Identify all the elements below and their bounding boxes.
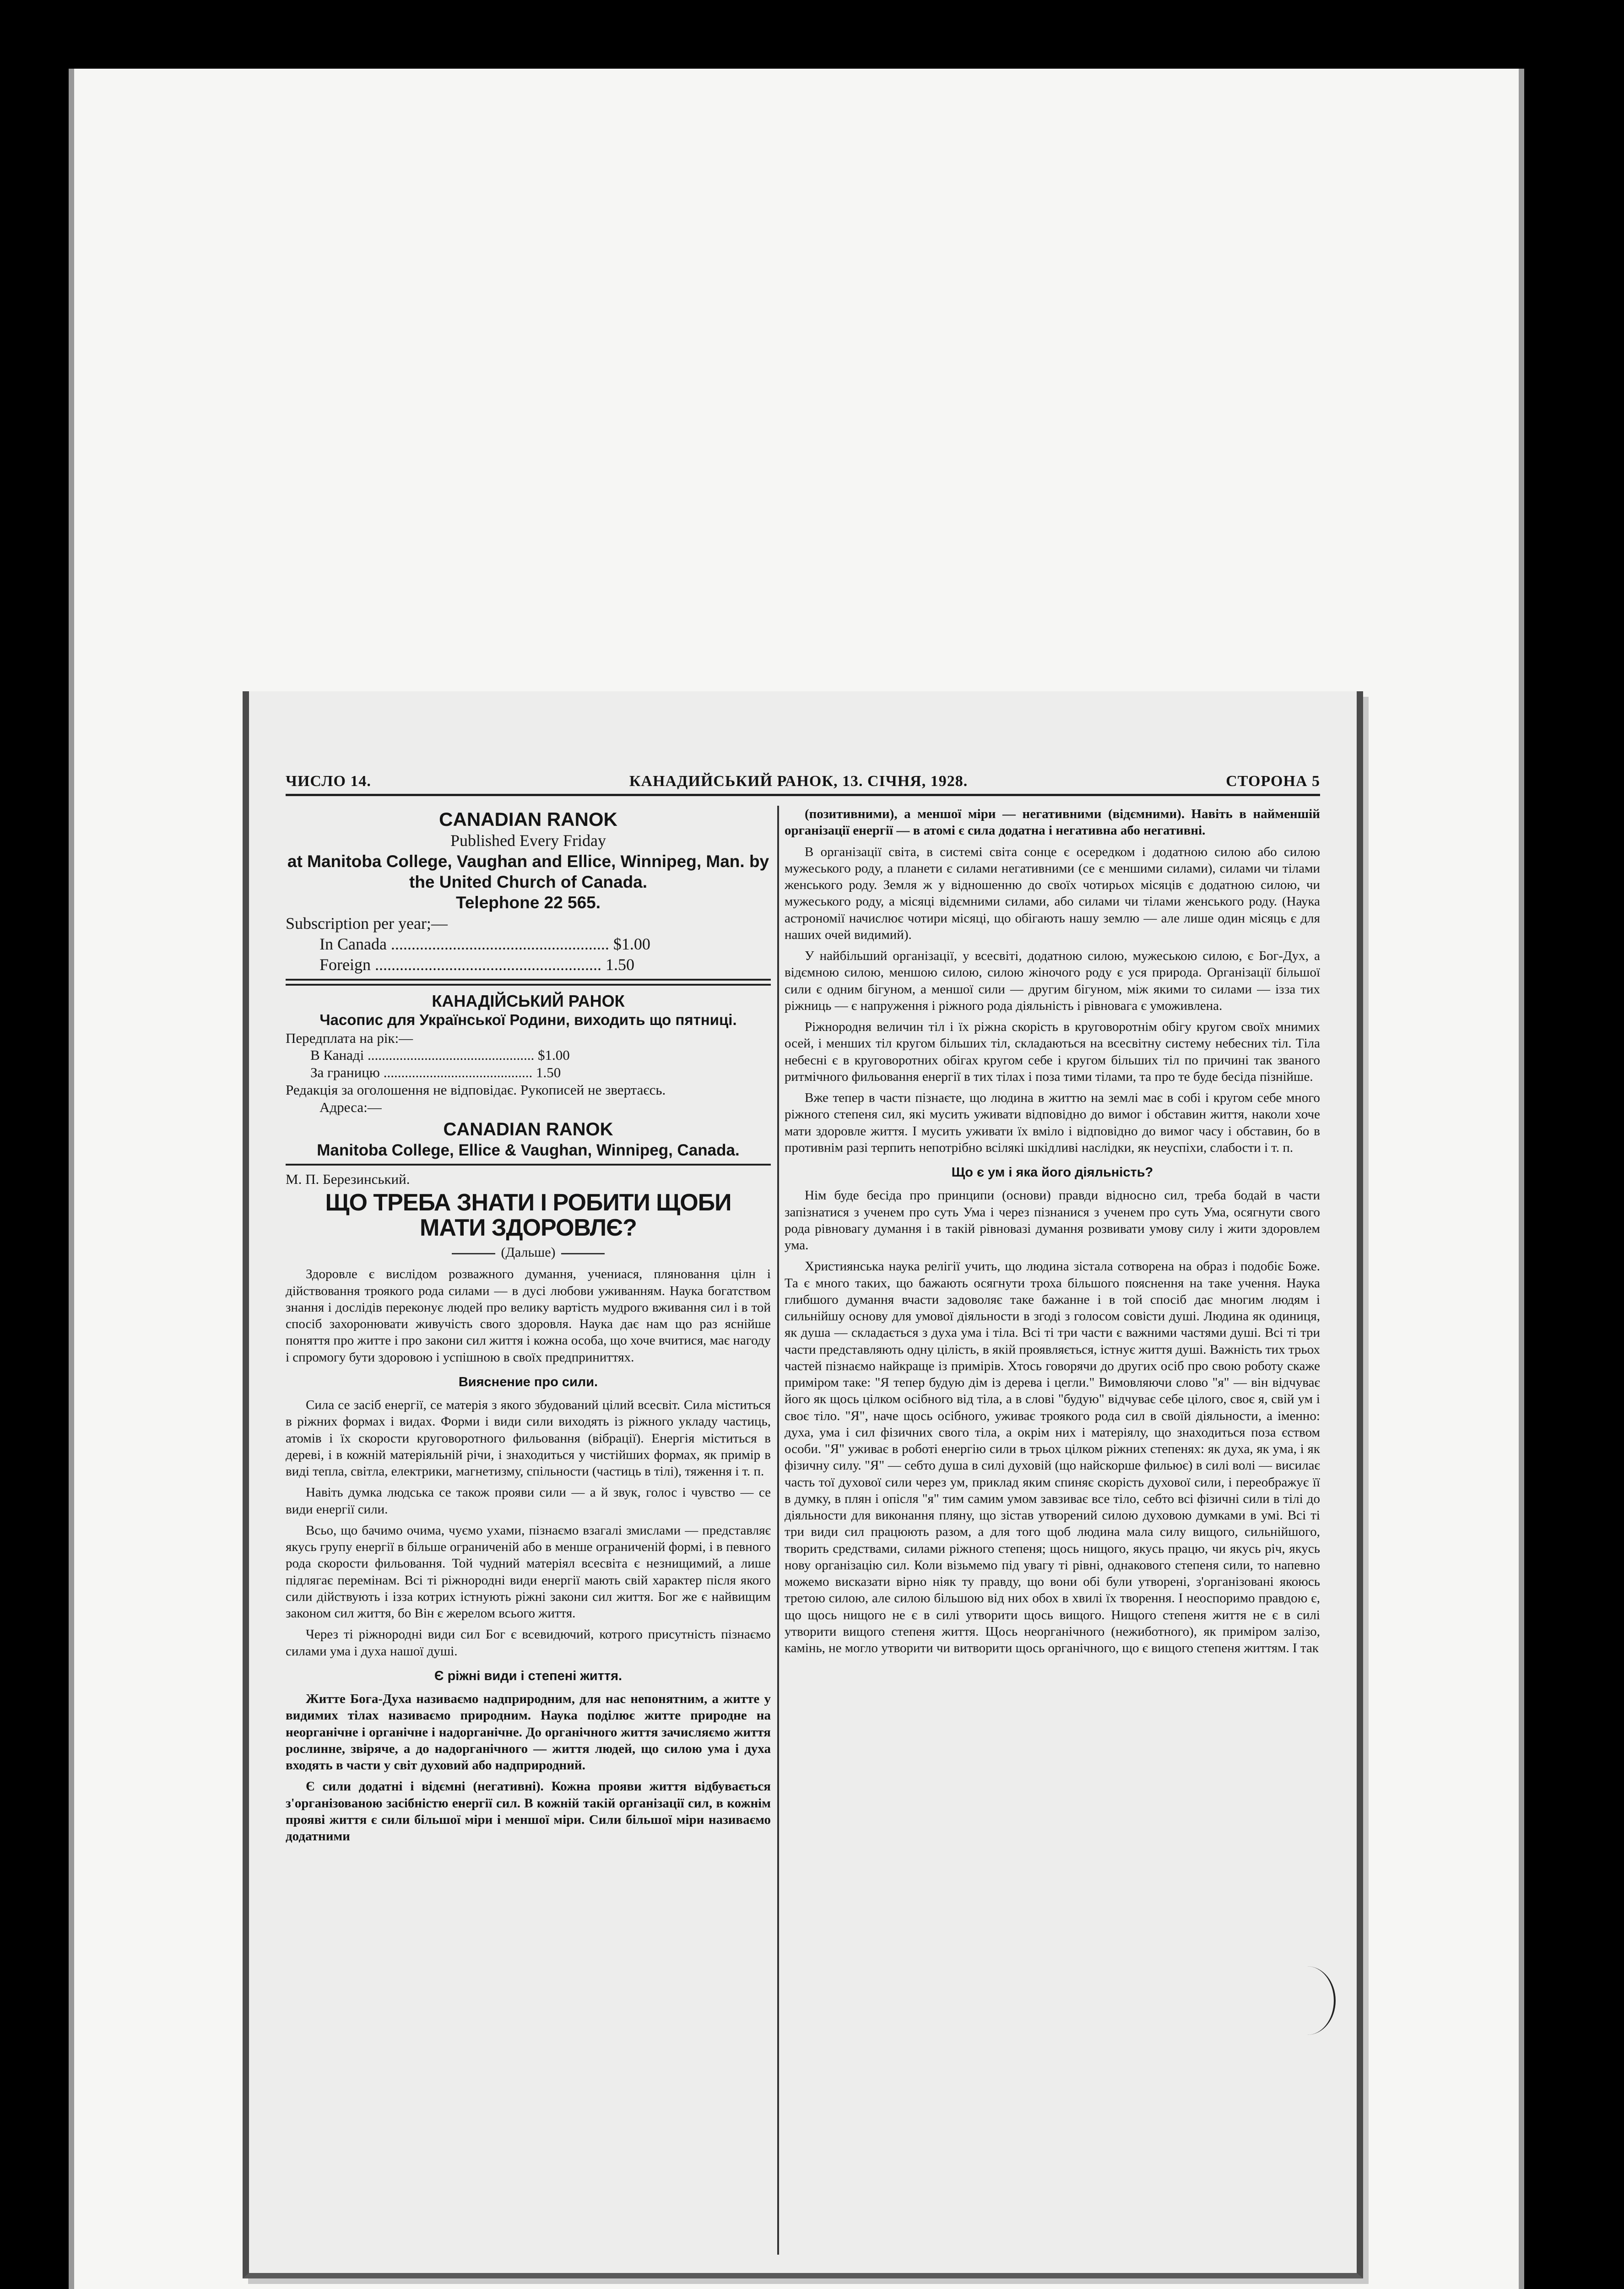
continued-marker: (Дальше) bbox=[286, 1245, 771, 1260]
article-paragraph: Всьо, що бачимо очима, чуємо ухами, пізнаємо взагалі змислами — представляє якусь групу енергії в більше ограниченій або в менше ограниченій формі, і в певного рода скорости фильовання. Той чудний матеріял всесвіта є незнищимий, а лише підлягає перемінам. Всі ті ріжнородні види енергії мають свій характер після якого сили дійствують і ізза котрих істнують ріжні закони сил життя. Бог же є найвищим законом сил життя, бо Він є жерелом всього життя. bbox=[286, 1523, 771, 1621]
telephone: Telephone 22 565. bbox=[456, 893, 601, 912]
issue-number: ЧИСЛО 14. bbox=[286, 773, 371, 790]
article-paragraph: В організації світа, в системі світа сонце є осередком і додатною силою або силою мужеського роду, а планети є силами негативними (се є меншими силами), силами чи тілами женського роду. Земля ж у відношенню до своїх чотирьох місяців є додатною силою, чи мужеського роду, а місяці відємними силами, або силами чи тілами женського роду. (Наука астрономії начислює чотири місяці, що обігають нашу землю — але лише один місяць є для наших очей видимий). bbox=[785, 844, 1320, 942]
masthead-divider bbox=[286, 979, 771, 986]
left-column bbox=[286, 806, 771, 2259]
film-right-shadow bbox=[1519, 69, 1524, 2289]
page-number: СТОРОНА 5 bbox=[1226, 773, 1320, 790]
running-header bbox=[286, 769, 1320, 796]
article-paragraph: Навіть думка людська се також прояви сили — а й звук, голос і чувство — се види енергії сили. bbox=[286, 1485, 771, 1517]
address-label: Адреса:— bbox=[319, 1099, 382, 1115]
english-title: CANADIAN RANOK bbox=[439, 808, 617, 830]
article-author: М. П. Березинський. bbox=[286, 1171, 410, 1188]
subscription-label: Subscription per year;— bbox=[286, 914, 448, 933]
handwritten-bracket-mark bbox=[1279, 1966, 1336, 2035]
editorial-note: Редакція за оголошення не відповідає. Рукописей не звертаєсь. bbox=[286, 1082, 666, 1098]
newspaper-page bbox=[243, 691, 1363, 2278]
section-heading: Є ріжні види і степені життя. bbox=[434, 1668, 623, 1683]
article-right-body bbox=[785, 806, 1320, 1656]
publisher-address: at Manitoba College, Vaughan and Ellice, Winnipeg, Man. by the United Church of Canada. bbox=[287, 852, 769, 892]
article-paragraph: Християнська наука релігії учить, що людина зістала сотворена на образ і подобіє Боже. Та є много таких, що бажають осягнути троха більшого пояснення на таке учення. Наука глибшого думання вчасти задоволяє таке бажанне і в той спосіб дає многим людям і сильнійшу основу для умової діяльности в згоді з голосом совісти душі. Людина як одиниця, як душа — складається з духа ума і тіла. Всі ті три части є важними частями душі. Всі ті три части представляють одну цілість, в якій проявляється, істнує життя душі. Важність тих трьох частей пізнаємо найкраще із примірів. Хтось говорячи до других осіб про свою роботу скаже приміром таке: "Я тепер будую дім із дерева і цегли." Вимовляючи слово "я" — він відчуває його як щось цілком осібного від тіла, а в слові "будую" відчуває себе цілого, своє я, свій ум і своє тіло. "Я", наче щось осібного, уживає троякого рода сил в своїй діяльности, а іменно: духа, ума і сил фізичних свого тіла, а окрім них і матеріялу, що знаходиться поза єством особи. "Я" уживає в роботі енергію сили в трьох цілком ріжних степенях: як духа, як ума, і як фізичну силу. "Я" — себто душа в силі духовій (що найскорше фильює) в силі волі — висилає часть тої духової сили через ум, приклад яким спиняє скорість духової сили, і переображує її в думку, в плян і опісля "я" тим самим умом завзиває все тіло, себто всі фізичні сили в тілі до діяльности для виконання пляну, що зістав утворений силою духовою думками в умі. Всі ті три види сил працюють разом, а для того щоб людина мала силу вищого, сильнійшого, творить средствами, силами ріжного степеня; щось нищого, якусь працю, чи якусь річ, якусь нову організацію сил. Коли візьмемо під увагу ті рівні, однакового степеня сили, то напевно можемо висказати вірно ніяк ту правду, що вони обі були утворені, з'організовані якоюсь третою силою, але силою більшою від них обох в хвилі їх творення. І неоспоримо правдою є, що щось нищого не є в силі утворити щось вищого. Нищого степеня життя не є в силі утворити вищого степеня життя. Щось неорганічного (нежиботного), як приміром залізо, камінь, не могло утворити чи витворити щось органічного, що є вищого степеня життям. І так bbox=[785, 1259, 1320, 1655]
article-paragraph: Вже тепер в части пізнаєте, що людина в життю на землі має в собі і кругом себе много ріжного степеня сил, які мусить уживати відповідно до вимог і обставин життя, наколи хоче мати здоровле життя. І мусить уживати їх вміло і відповідно до вимог часу і обставин, бо в противнім разі терпить непотрібно всілякі шкідливі наслідки, як неуспіхи, слабости і т. п. bbox=[785, 1090, 1320, 1155]
ukrainian-address: Manitoba College, Ellice & Vaughan, Winnipeg, Canada. bbox=[317, 1141, 740, 1159]
article-paragraph: Житте Бога-Духа називаємо надприродним, для нас непонятним, а житте у видимих тілах називаємо природним. Наука поділює житте природне на неорганічне і органічне і надорганічне. До органічного життя зачисляємо життя рослинне, звіряче, а до надорганічного — життя людей, що силою ума і духа входять в части у світ духовий або надприродний. bbox=[286, 1692, 771, 1773]
article-paragraph: Є сили додатні і відємні (негативні). Кожна прояви життя відбувається з'організованою засібністю енергії сил. В кожній такій організації сил, в кожнім прояві життя є сили більшої міри і меншої міри. Сили більшої міри називаємо додатними bbox=[286, 1779, 771, 1844]
article-headline: ЩО ТРЕБА ЗНАТИ І РОБИТИ ЩОБИ МАТИ ЗДОРОВЛЄ? bbox=[325, 1189, 731, 1241]
ukrainian-canada-price: В Канаді ............................................... $1.00 bbox=[310, 1047, 570, 1063]
article-paragraph: Сила се засіб енергії, се матерія з якого збудований цілий всесвіт. Сила міститься в ріжних формах і видах. Форми і види сили виходять із ріжного укладу частиць, атомів і їх скорости круговоротного фильовання (вібрації). Енергія міститься в дереві, і в кожній матеріяльній річи, і знаходиться у чистійших формах, як примір в виді тепла, світла, електрики, магнетизму, спільности (частиць в тілі), тяження і т. п. bbox=[286, 1398, 771, 1479]
ukrainian-masthead bbox=[286, 991, 771, 1161]
column-divider bbox=[777, 806, 779, 2255]
ukrainian-subtitle: Часопис для Української Родини, виходить що пятниці. bbox=[319, 1011, 737, 1029]
canada-price bbox=[286, 934, 771, 955]
canada-price-text: In Canada ..................................................... $1.00 bbox=[319, 934, 650, 953]
article-paragraph: Через ті ріжнородні види сил Бог є всевидючий, котрого присутність пізнаємо силами ума і духа нашої душі. bbox=[286, 1627, 771, 1659]
article-paragraph: (позитивними), а меншої міри — негативними (відємними). Навіть в найменшій організації енергії — в атомі є сила додатна і негативна або негативні. bbox=[785, 807, 1320, 838]
ukrainian-subscription bbox=[286, 1030, 771, 1116]
ukrainian-abroad-price: За границю .......................................... 1.50 bbox=[310, 1064, 561, 1081]
article-paragraph: Здоровле є вислідом розважного думання, учениася, пляновання цілн і дійствовання троякого рода силами — в дусі любови уживанням. Наука богатством знання і дослідів переконує людей про велику вартість мудрого вживання сил і в той спосіб захоронювати живучість свого здоровля. Наука дає нам що раз яснійше поняття про житте і про закони сил життя і кожна особа, що хоче вчитися, має нагоду і спромогу бути здоровою і успішною в своїх предприниттях. bbox=[286, 1267, 771, 1365]
right-column bbox=[785, 806, 1320, 2259]
subscription-title: Передплата на рік:— bbox=[286, 1030, 413, 1046]
newspaper-date-title: КАНАДИЙСЬКИЙ РАНОК, 13. СІЧНЯ, 1928. bbox=[629, 773, 968, 790]
article-left-body bbox=[286, 1266, 771, 1844]
article-paragraph: Ріжнородня величин тіл і їх ріжна скорість в круговоротнім обігу кругом своїх мнимих осей, і менших тіл кругом більших тіл, складаються на всесвітну систему небесних тіл. Тіла небесні є в круговоротних обігах кругом себе і кругом більших тіл по причині так званого ритмічного фильовання енергії в тих тілах і поза тими тілами, та про те буде бесіда пізнійше. bbox=[785, 1020, 1320, 1084]
ukrainian-title: КАНАДІЙСЬКИЙ РАНОК bbox=[432, 991, 625, 1010]
english-masthead bbox=[286, 808, 771, 975]
section-heading: Вияснение про сили. bbox=[458, 1374, 598, 1389]
foreign-price bbox=[286, 955, 771, 975]
foreign-price-text: Foreign ....................................................... 1.50 bbox=[319, 955, 634, 974]
article-divider bbox=[286, 1164, 771, 1166]
article-paragraph: Нім буде бесіда про принципи (основи) правди відносно сил, треба бодай в части запізнатися з ученем про суть Ума і через пізнанися з ученем про суть Ума, осягнути свого рода рівновагу думання і в такій рівновазі думання розвивати умову силу і жити здоровлем ума. bbox=[785, 1188, 1320, 1253]
article-paragraph: У найбільший організації, у всесвіті, додатною силою, мужеською силою, є Бог-Дух, а відємною силою, меншою силою, силою жіночого роду є уся природа. Організації більшої сили є одним бігуном, а меншої сили — другим бігуном, між якими то силами — ізза тих ріжниць — є напруження і ріжного рода діяльність і рівновага є уможивлена. bbox=[785, 949, 1320, 1013]
ukrainian-address-title: CANADIAN RANOK bbox=[443, 1119, 613, 1139]
publication-frequency: Published Every Friday bbox=[450, 831, 606, 850]
subscription-block bbox=[286, 913, 771, 975]
section-heading: Що є ум і яка його діяльність? bbox=[951, 1165, 1153, 1180]
film-left-shadow bbox=[69, 69, 74, 2289]
